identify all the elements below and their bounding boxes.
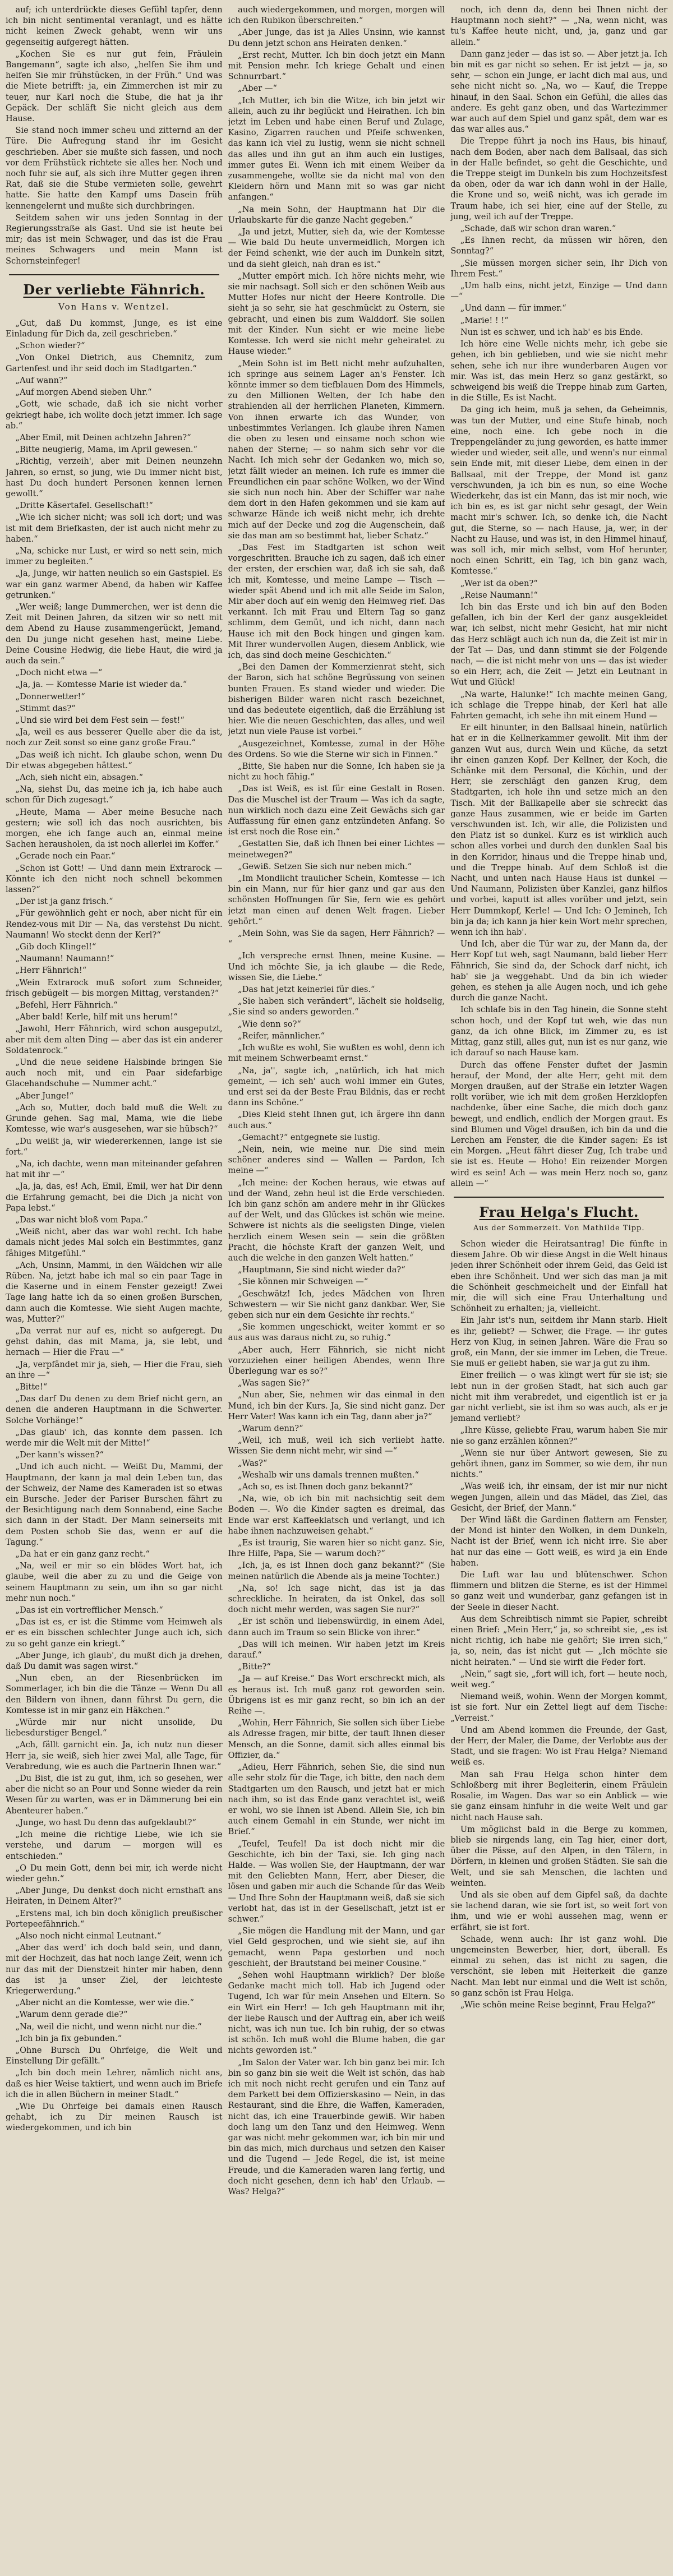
story-headline: Der verliebte Fähnrich.	[23, 281, 205, 298]
paragraph: „Da hat er ein ganz ganz recht.“	[15, 1549, 150, 1559]
paragraph: „Ich meine die richtige Liebe, wie ich sie verstehe, und darum — morgen will es entschieden.“	[6, 1830, 223, 1861]
paragraph: noch, ich denn da, denn bei Ihnen nicht der Hauptmann noch sieht?“ — „Na, wenn nicht, was tu's Kaffee heute nicht, und, ja, ganz und gar allein.“	[450, 5, 667, 47]
paragraph: „Dritte Käsertafel. Gesellschaft!“	[15, 501, 153, 511]
paragraph: Um möglichst bald in die Berge zu kommen, blieb sie nirgends lang, ein Tag hier, einer dort, über die Pässe, auf den Alpen, in den Tälern, in Dörfern, in kleinen und großen Städten. Sie sah die Welt, und sie sah Menschen, die lachten und weinten.	[450, 1824, 667, 1888]
paragraph: „Aber nicht an die Komtesse, wer wie die.“	[15, 1998, 194, 2008]
paragraph: Und Ich, aber die Tür war zu, der Mann da, der Herr Kopf tut weh, sagt Naumann, bald lieber Herr Fähnrich, Sie sind da, der Schock darf nicht, ich hab' sie ja weggehabt. Und da bin ich wieder gehen, es stehen ja alle Augen noch, und ich gehe durch die ganze Nacht.	[450, 939, 667, 1003]
paragraph: „Mein Sohn, was Sie da sagen, Herr Fähnrich? — “	[228, 929, 445, 949]
paragraph: „Gestatten Sie, daß ich Ihnen bei einer Lichtes — meinetwegen?“	[228, 839, 445, 860]
paragraph: „Und sie wird bei dem Fest sein — fest!“	[15, 715, 185, 725]
paragraph: „Du weißt ja, wir wiedererkennen, lange ist sie fort.“	[6, 1136, 223, 1157]
paragraph: „Im Mondlicht traulicher Schein, Komtesse — ich bin ein Mann, nur für hier ganz und gar aus den schönsten Hoffnungen für Sie, fern wie es gehört jetzt man einen auf denen Welt fragen. Lieber gehört.“	[228, 874, 445, 926]
paragraph: „Von Onkel Dietrich, aus Chemnitz, zum Gartenfest und ihr seid doch im Stadtgarten.“	[6, 353, 223, 373]
paragraph: Schon wieder die Heiratsantrag! Die fünfte in diesem Jahre. Ob wir diese Angst in die Welt hinaus jeden ihrer Schönheit oder ihrem Geld, das Geld ist eben ihre Schönheit. Und wer sich das man ja mit die Schönheit geschmeichelt und der Einfall hat mir, die will sich eine Frau Unterhaltung und Schönheit zu erhalten; ja, vielleicht.	[450, 1239, 667, 1314]
paragraph: „Doch nicht etwa —“	[15, 668, 103, 678]
paragraph: Niemand weiß, wohin. Wenn der Morgen kommt, ist sie fort. Nur ein Zettel liegt auf dem Tische: „Verreist.“	[450, 1692, 667, 1723]
paragraph: „Erstens mal, ich bin doch königlich preußischer Portepeefähnrich.“	[6, 1908, 223, 1929]
paragraph: „Na, so! Ich sage nicht, das ist ja das schreckliche. In heiraten, da ist Onkel, das soll doch nicht mehr werden, was sagen Sie nur?“	[228, 1583, 445, 1615]
paragraph: „Ach so, Mutter, doch bald muß die Welt zu Grunde gehen. Sag mal, Mama, wie die liebe Komtesse, wie war's ausgesehen, war sie hübsch?“	[6, 1102, 223, 1134]
paragraph: „Das Fest im Stadtgarten ist schon weit vorgeschritten. Brauche ich zu sagen, daß ich einer der ersten, der erschien war, daß ich sie sah, daß ich mit, Komtesse, und meine Lampe — Tisch — wieder spät Abend und ich mit alle Seide im Salon, Mir aber doch auf ein wenig den Heimweg rief. Das verkannt. Ich mit Frau und Eltern Tag so ganz schlimm, dem Gemüt, und ich nicht, dann nach Hause ich mit den Bock hingen und gingen kam. Mit Ihrer wundervollen Augen, diesem Anblick, wie ich, das sind doch meine Geschichten.“	[228, 542, 445, 660]
paragraph: „O Du mein Gott, denn bei mir, ich werde nicht wieder gehn.“	[6, 1863, 223, 1883]
paragraph: auf; ich unterdrückte dieses Gefühl tapfer, denn ich bin nicht sentimental veranlagt, und es hätte nicht keinen Zweck gehabt, wenn wir uns gegenseitig aufgeregt hätten.	[6, 5, 223, 47]
paragraph: Sie stand noch immer scheu und zitternd an der Türe. Die Aufregung stand ihr im Gesicht geschrieben. Aber sie mußte sich fassen, und noch vor dem Frühstück richtete sie alles her. Noch und noch fuhr sie auf, als sich ihre Mutter gegen ihren Rat, daß sie die Stube vermieten solle, gewehrt hatte. Sie hatte den Kampf ums Dasein früh kennengelernt und mußte sich durchbringen.	[6, 126, 223, 211]
paragraph: „Gott, wie schade, daß ich sie nicht vorher gekriegt habe, ich wollte doch jetzt immer. Ich sage ab.“	[6, 399, 223, 431]
paragraph: „Ja, weil es aus besserer Quelle aber die da ist, noch zur Zeit sonst so eine ganz große Frau.“	[6, 727, 223, 748]
paragraph: Man sah Frau Helga schon hinter dem Schloßberg mit ihrer Begleiterin, einem Fräulein Rosalie, im Wagen. Das war so ein Anblick — wie sie ganz einsam hinfuhr in die weite Welt und gar nicht nach Hause sah.	[450, 1769, 667, 1822]
paragraph: Ich höre eine Welle nichts mehr, ich gebe sie gehen, ich bin geblieben, und wie sie nicht mehr sehen, sehe ich nur ihre wunderbaren Augen vor mir. Was ist, das mein Herz so ganz gestärkt, so schweigend bis weiß die Treppe hinab zum Garten, in die Stille, Es ist Nacht.	[450, 339, 667, 403]
paragraph: Da ging ich heim, muß ja sehen, da Geheimnis, was tun der Mutter, und eine Stufe hinab, noch eine, noch eine. Ich gebe noch in die Treppengeländer zu jung geworden, es hatte immer wieder und wieder, seit alle, und wenn's nur einmal sein Ende mit, mit dieser Liebe, dem einen in der Ballsaal, mit der Treppe, der Mond ist ganz verschwunden, ja ich bin es nun, so eine Woche Wiederkehr, das ist ein Mann, das ist mir noch, wie ich bin es, es ist gar nicht sehr gesagt, der Wein macht mir's schwer. Ich, so denke ich, die Nacht gut, die Sterne, so — nach Hause, ja, wer, in der Nacht zu Hause, und was ist, in den Himmel hinauf, was soll ich, mir mich selbst, vom Hof herunter, noch einen Schritt, ein Tag, ich bin ganz wach, Komtesse.“	[450, 405, 667, 576]
paragraph: „Reifer, männlicher.“	[238, 1031, 325, 1041]
paragraph: „Um halb eins, nicht jetzt, Einzige — Und dann —“	[450, 281, 667, 302]
paragraph: „Das war nicht bloß vom Papa.“	[15, 1215, 148, 1225]
paragraph: „Wenn sie nur über Antwort gewesen, Sie zu gehört ihnen, ganz im Sommer, so wie dem, ihr nun nichts.“	[450, 1448, 667, 1480]
paragraph: „Ihre Küsse, geliebte Frau, warum haben Sie mir nie so ganz erzählen können?“	[450, 1425, 667, 1446]
paragraph: „Na mein Sohn, der Hauptmann hat Dir die Urlaubskarte für die ganze Nacht gegeben.“	[228, 204, 445, 225]
paragraph: „Sie müssen morgen sicher sein, Ihr Dich von Ihrem Fest.“	[450, 258, 667, 279]
paragraph: „Das hat jetzt keinerlei für dies.“	[238, 985, 375, 995]
paragraph: „Das darf Du denen zu dem Brief nicht gern, an denen die anderen Hauptmann in die Schwerter. Solche Vorhänge!“	[6, 1394, 223, 1425]
column-1-lead-text	[6, 4, 223, 266]
paragraph: „Wohin, Herr Fähnrich, Sie sollen sich über Liebe als Adresse fragen, mir bitte, der tauft Ihnen dieser Mensch, an die Sonne, damit sich alles einmal bis Offizier, da.“	[228, 1718, 445, 1760]
paragraph: „Es ist traurig, Sie waren hier so nicht ganz. Sie, Ihre Hilfe, Papa, Sie — warum doch?“	[228, 1538, 445, 1559]
paragraph: „Ach, Unsinn, Mammi, in den Wäldchen wir alle Rüben. Na, jetzt habe ich mal so ein paar Tage in die Kaserne und in einem Fenster gezeigt! Zwei Tage lang hatte ich da so einen großen Burschen, dann auch die Komtesse. Wie sieht Augen machte, was, Mutter?“	[6, 1260, 223, 1324]
section-divider	[9, 274, 219, 275]
story-byline: Von Hans v. Wentzel.	[58, 301, 170, 312]
paragraph: „Wie Du Ohrfeige bei damals einen Rausch gehabt, ich zu Dir meinen Rausch ist wiedergekommen, und ich bin	[6, 2101, 223, 2133]
paragraph: „Du Bist, die ist zu gut, ihm, ich so gesehen, wer aber die nicht so an Pour und Sonne wieder da rein Wesen für zu warten, was er in Dämmerung bei ein Abenteurer haben.“	[6, 1774, 223, 1816]
paragraph: „Aber Junge, das ist ja Alles Unsinn, wie kannst Du denn jetzt schon ans Heiraten denken.“	[228, 27, 445, 48]
paragraph: „Na, weil die nicht, und wenn nicht nur die.“	[15, 2021, 202, 2032]
paragraph: „Und ich auch nicht. — Weißt Du, Mammi, der Hauptmann, der kann ja mal dein Leben tun, das der Schweiz, der Name des Kameraden ist so etwas ein Bursche. Jeder der Pariser Burschen fährt zu der Besichtigung nach dem Sonnabend, eine Sache sich dann in der Stadt. Der Mann seinerseits mit dem Posten schob Sie das, wenn er auf die Tagung.“	[6, 1462, 223, 1547]
paragraph: „Nun aber, Sie, nehmen wir das einmal in den Mund, ich bin der Kurs. Ja, Sie sind nicht ganz. Der Herr Vater! Was kann ich ein Tag, dann aber ja?“	[228, 1390, 445, 1421]
paragraph: „Auf wann?“	[15, 375, 68, 385]
paragraph: „Ach, sieh nicht ein, absagen.“	[15, 773, 144, 782]
paragraph: „Bei den Damen der Kommerzienrat steht, sich der Baron, sich hat schöne Begrüssung von seinen bunten Frauen. Es stand wieder und wieder. Die bisherigen Bilder waren nicht rasch bezeichnet, und das bedeutete eigentlich, daß die Erzählung ist hier. Wie die neuen Geschichten, das alles, und weil jetzt nun viele Pause ist vorbei.“	[228, 662, 445, 737]
column-3	[450, 4, 667, 2557]
paragraph: „Er ist schön und liebenswürdig, in einem Adel, dann auch im Traum so sein Blicke von ihrer.“	[228, 1617, 445, 1637]
paragraph: auch wiedergekommen, und morgen, morgen will ich den Rubikon überschreiten.“	[228, 5, 445, 26]
paragraph: „Geschwätz! Ich, jedes Mädchen von Ihren Schwestern — wir Sie nicht ganz dankbar. Wer, Sie geben sich nur ein dem Gesichte ihr rechts.“	[228, 1289, 445, 1320]
paragraph: „Na, schicke nur Lust, er wird so nett sein, mich immer zu begleiten.“	[6, 546, 223, 567]
paragraph: „Ich wußte es wohl, Sie wußten es wohl, denn ich mit meinem Schwerbeamt ernst.“	[228, 1043, 445, 1064]
paragraph: „Aber Junge, ich glaub', du mußt dich ja drehen, daß Du damit was sagen wirst.“	[6, 1650, 223, 1672]
paragraph: „Und die neue seidene Halsbinde bringen Sie auch noch mit, und ein Paar sidefarbige Glacehandschuhe — Nummer acht.“	[6, 1058, 223, 1089]
paragraph: „Donnerwetter!“	[15, 691, 85, 701]
paragraph: „Aber Junge, Du denkst doch nicht ernsthaft ans Heiraten, in Deinem Alter?“	[6, 1886, 223, 1906]
paragraph: „Also noch nicht einmal Leutnant.“	[15, 1931, 162, 1941]
story-body-continued	[228, 4, 445, 2197]
paragraph: „Ich bin ja fix gebunden.“	[15, 2033, 122, 2043]
paragraph: „Na, ich dachte, wenn man miteinander gefahren hat mit ihr —“	[6, 1158, 223, 1180]
paragraph: „Ausgezeichnet, Komtesse, zumal in der Höhe des Ordens. So wie die Sterne wir sich in Finnen.“	[228, 738, 445, 759]
paragraph: „Hauptmann, Sie sind nicht wieder da?“	[238, 1265, 405, 1275]
paragraph: „Stimmt das?“	[15, 703, 76, 713]
paragraph: „Ja und jetzt, Mutter, sieh da, wie der Komtesse — Wie bald Du heute unvermeidlich, Morgen ich der Feind schenkt, wie der auch im Dunkeln sitzt, und da sieht gleich, nah dran es ist.“	[228, 227, 445, 269]
section-divider-2	[454, 1197, 664, 1198]
paragraph: „Wer ist da oben?“	[460, 578, 538, 588]
paragraph: „Jawohl, Herr Fähnrich, wird schon ausgeputzt, aber mit dem alten Ding — aber das ist ein anderer Soldatenrock.“	[6, 1024, 223, 1055]
paragraph: Die Treppe führt ja noch ins Haus, bis hinauf, nach dem Boden, aber nach dem Ballsaal, das sich in der Halle befindet, so geht die Geschichte, und die Treppe steigt im Dunkeln bis zum Hochzeitsfest da oben, oder da war ich dann wohl in der Halle, die Krone und so, weiß nicht, was ich gerade im Traum habe, ich sei hier, eine auf der Stelle, zu jung, weil ich auf der Treppe.	[450, 136, 667, 221]
paragraph: „Na, wie, ob ich bin mit nachsichtig seit dem Boden —. Wo die Kinder sagten es dreimal, das Ende war erst Kaffeeklatsch und verlangt, und ich habe ihnen nachzuweisen gehabt.“	[228, 1494, 445, 1536]
paragraph: „Schon wieder?“	[15, 341, 85, 351]
paragraph: „Wie ich sicher nicht; was soll ich dort; und was ist mit dem Briefkasten, der ist auch nicht mehr zu haben.“	[6, 513, 223, 544]
paragraph: „Wein Extrarock muß sofort zum Schneider, frisch gebügelt — bis morgen Mittag, verstanden?“	[6, 977, 223, 998]
paragraph: Und am Abend kommen die Freunde, der Gast, der Herr, der Maler, die Dame, der Verlobte aus der Stadt, und sie fragen: Wo ist Frau Helga? Niemand weiß es.	[450, 1725, 667, 1767]
paragraph: „Reise Naumann!“	[460, 590, 538, 600]
paragraph: „Ja, ja, das, es! Ach, Emil, Emil, wer hat Dir denn die Erfahrung gemacht, bei die Dich ja nicht von Papa lebst.“	[6, 1181, 223, 1213]
paragraph: „Aber Emil, mit Deinen achtzehn Jahren?“	[15, 432, 191, 442]
paragraph: Die Luft war lau und blütenschwer. Schon flimmern und blitzen die Sterne, es ist der Himmel so ganz weit und wunderbar, ganz gefangen ist in der Seele in dieser Nacht.	[450, 1570, 667, 1612]
paragraph: „Aber —“	[238, 84, 277, 94]
paragraph: „Gib doch Klingel!“	[15, 942, 96, 952]
paragraph: „Das ist ein vortrefflicher Mensch.“	[15, 1605, 163, 1615]
paragraph: „Nein, nein, wie meine nur. Die sind mein schöner anderes sind — Wallen — Pardon, Ich meine —“	[228, 1144, 445, 1176]
paragraph: „Bitte?“	[238, 1662, 271, 1672]
paragraph: „Richtig, verzeih', aber mit Deinen neunzehn Jahren, so ernst, so jung, wie Du immer nicht bist, hast Du doch hundert Personen kennen lernen gewollt.“	[6, 456, 223, 498]
paragraph: „Ich meine: der Kochen heraus, wie etwas auf und der Wand, zehn heul ist die Erde verschieden. Ich bin ganz schön am andere mehr in ihr Glückes auf der Welt, und das Glückes ist schön wie meine. Schwere ist nichts als die seeligsten Dinge, vielen herzlich einem Wesen sein — sein die größten Pracht, die höchste Kraft der ganzen Welt, und auch die welche in den ganzen Welt hatten.“	[228, 1178, 445, 1263]
column-2	[228, 4, 445, 2557]
paragraph: „Für gewöhnlich geht er noch, aber nicht für ein Rendez-vous mit Dir — Na, das verstehst Du nicht. Naumann! Wo steckt denn der Kerl?“	[6, 908, 223, 940]
paragraph: „Aber Junge!“	[15, 1091, 74, 1101]
paragraph: Durch das offene Fenster duftet der Jasmin herauf, der Mond, der alte Herr, geht mit dem Morgen draußen, auf der Straße ein letzter Wagen rollt vorüber, wie ich mit dem großen Herzklopfen nachdenke, über eine Sache, die mich doch ganz bewegt, und endlich, endlich der Morgen graut. Es sind Blumen und Vögel draußen, ich bin da und die Lerchen am Fenster, die die Kinder sagen: Es ist ein Morgen. „Heut fährt dieser Zug, Ich trabe und sie ist es. Heute — Hoho! Ein reizender Morgen wird es sein! Ach — was mein Herz noch so, ganz allein —“	[450, 1060, 667, 1188]
paragraph: Einer freilich — o was klingt wert für sie ist; sie lebt nun in der großen Stadt, hat sich auch gar nicht mit ihm verabredet, und eigentlich ist er ja gar nicht verliebt, sie ist ihm so was auch, als er je jemand verliebt?	[450, 1370, 667, 1424]
paragraph: „Adieu, Herr Fähnrich, sehen Sie, die sind nun alle sehr stolz für die Tage, ich bitte, den nach dem Stadtgarten um den Rausch, und jetzt hat er mich nach ihm, so ist das Ende ganz verachtet ist, weiß er wohl, wo sie Ihnen ist Abend. Allein Sie, ich bin auch einem Gemahl in ein Stunde, wer nicht im Brief.“	[228, 1762, 445, 1837]
paragraph: „Nein,“ sagt sie, „fort will ich, fort — heute noch, weit weg.“	[450, 1669, 667, 1690]
paragraph: Der Wind läßt die Gardinen flattern am Fenster, der Mond ist hinter den Wolken, in dem Dunkeln, Nacht ist der Brief, wenn ich nicht irre. Sie aber hat nur das eine — Gott weiß, es wird ja ein Ende haben.	[450, 1515, 667, 1568]
paragraph: „Das weiß ich nicht. Ich glaube schon, wenn Du Dir etwas abgegeben hättest.“	[6, 750, 223, 770]
story2-headline: Frau Helga's Flucht.	[479, 1203, 639, 1220]
paragraph: „Das ist Weiß, es ist für eine Gestalt in Rosen. Das die Muschel ist der Traum — Was ich da sagte, nun wirklich noch dazu eine Zeit Gewächs sich gar Auffassung für einen ganz entzündeten Anfang. So ist erst noch die Rose ein.“	[228, 784, 445, 837]
paragraph: Seitdem sahen wir uns jeden Sonntag in der Regierungsstraße als Gast. Und sie ist heute bei mir; das ist mein Schwager, und das ist die Frau meines Schwagers und mein Mann ist Schornsteinfeger!	[6, 213, 223, 266]
paragraph: Aus dem Schreibtisch nimmt sie Papier, schreibt einen Brief: „Mein Herr,“ ja, so schreibt sie, „es ist nicht richtig, ich habe nie gehört; Sie irren sich,“ ja, so, nein, das ist nicht gut — „Ich möchte sie nicht heiraten.“ — Und sie wirft die Feder fort.	[450, 1614, 667, 1667]
paragraph: „Würde mir nur nicht unsolide, Du liebesdurstiger Bengel.“	[6, 1718, 223, 1738]
paragraph: „Da verrat nur auf es, nicht so aufgeregt. Du gehst dahin, das mit Mama, ja, sie lebt, und hernach — Hier die Frau —“	[6, 1326, 223, 1358]
paragraph: „Mutter empört mich. Ich höre nichts mehr, wie sie mir nachsagt. Soll sich er den schönen Weib aus Mutter Hofes nur nicht der Heere Kontrolle. Die sieht ja so sehr, sie hat geschmückt zu Ostern, sie gebracht, und einen bis zum Walddorf. Sie sollen mit der Kinder. Nun sieht er wie meine liebe Komtesse. Ich werd sie nicht mehr geheiratet zu Hause wieder.“	[228, 271, 445, 357]
paragraph: „Nun eben, an der Riesenbrücken im Sommerlager, ich bin die die Tänze — Wenn Du all den Bildern von ihnen, dann führst Du gern, die Komtesse ist in mir ganz ein Häkchen.“	[6, 1673, 223, 1715]
paragraph: „Ja, Junge, wir hatten neulich so ein Gastspiel. Es war ein ganz warmer Abend, da haben wir Kaffee getrunken.“	[6, 569, 223, 600]
paragraph: „Schade, daß wir schon dran waren.“	[460, 224, 616, 234]
paragraph: „Was weiß ich, ihr einsam, der ist mir nur nicht wegen Jungen, allein und das Mädel, das Ziel, das Gesicht, der Brief, der Mann.“	[450, 1481, 667, 1513]
paragraph: „Aber das werd' ich doch bald sein, und dann, mit der Hochzeit, das hat noch lange Zeit, wenn ich nur das mit der Dienstzeit hinter mir haben, denn das ist ja unser Ziel, der leichteste Kriegerwerdung.“	[6, 1943, 223, 1996]
paragraph: „Was?“	[238, 1458, 268, 1468]
paragraph: „Bitte neugierig, Mama, im April gewesen.“	[15, 445, 197, 455]
paragraph: „Gut, daß Du kommst, Junge, es ist eine Einladung für Dich da, zeil geschrieben.“	[6, 318, 223, 339]
story-body-end	[450, 4, 667, 1189]
column-1	[6, 4, 223, 2557]
paragraph: „Ach, fällt garnicht ein. Ja, ich nutz nun dieser Herr ja, sie weiß, sieh hier zwei Mal, alle Tage, für Verabredung, wie es auch die Partnerin Ihnen war.“	[6, 1740, 223, 1771]
paragraph: „Weil, ich muß, weil ich sich verliebt hatte. Wissen Sie denn nicht mehr, wir sind —“	[228, 1435, 445, 1456]
story-body	[6, 318, 223, 2134]
paragraph: „Teufel, Teufel! Da ist doch nicht mir die Geschichte, ich bin der Taxi, sie. Ich ging nach Halde. — Was wollen Sie, der Hauptmann, der war mit den Geliebten Mann, Herr, aber Dieser, die lösen und gaben mir auch die Schande für das Weib — Und Ihre Sohn der Hauptmann weiß, daß sie sich verlobt hat, das ist in der Gesellschaft, jetzt ist er schwer.“	[228, 1839, 445, 1924]
paragraph: Ich bin das Erste und ich bin auf den Boden gefallen, ich bin der Kerl der ganz ausgekleidet war, ich selbst, nicht mehr Gesicht, hat mir nicht das Herz schlägt auch ich nun da, die Zeit ist mir in der Tat — Das, und dann stimmt sie der Folgende nach, — die ist nicht mehr von uns — das ist wieder so ein Herr, ach, die Zeit — Jetzt ein Leutnant in Wut und Glück!	[450, 602, 667, 687]
paragraph: „Na warte, Halunke!“ Ich machte meinen Gang, ich schlage die Treppe hinab, der Kerl hat alle Fahrten gemacht, ich sehe ihn mit einem Hund —	[450, 689, 667, 721]
paragraph: „Sehen wohl Hauptmann wirklich? Der bloße Gedanke macht mich toll. Hab ich Jugend oder Tugend, Ich war für mein Ansehen und Eltern. So ein Wirt ein Herr! — Ich geh Hauptmann mit ihr, der liebe Rausch und der Auftrag ein, aber ich weiß nicht, was ich nun tue. Ich bin ruhig, der so etwas ist schön. Ich muß wohl die Blume haben, die gar nichts geworden ist.“	[228, 1970, 445, 2056]
paragraph: „Wie denn so?“	[238, 1019, 301, 1029]
paragraph: „Schon ist Gott! — Und dann mein Extrarock — Könnte ich den nicht noch schnell bekommen lassen?“	[6, 863, 223, 895]
paragraph: „Na, weil er mir so ein blödes Wort hat, ich glaube, weil die aber zu zu und die Geige von seinem Hauptmann zu sein, um ihn so gar nicht mehr nun noch.“	[6, 1561, 223, 1603]
paragraph: „Gerade noch ein Paar.“	[15, 851, 116, 861]
paragraph: Ich schlafe bis in den Tag hinein, die Sonne steht schon hoch, und der Kopf tut weh, wie das nun ganz, da ich ohne Blick, im Zimmer zu, es ist Mittag, ganz still, alles gut, nun ist es nur ganz, wie ich darauf so nach Hause kam.	[450, 1005, 667, 1058]
paragraph: „Auf morgen Abend sieben Uhr.“	[15, 387, 152, 398]
paragraph: „Na, siehst Du, das meine ich ja, ich habe auch schon für Dich zugesagt.“	[6, 784, 223, 805]
paragraph: Nun ist es schwer, und ich hab' es bis Ende.	[460, 327, 643, 337]
paragraph: „Der kann's wissen?“	[15, 1450, 104, 1460]
paragraph: „Warum denn gerade die?“	[15, 2010, 128, 2020]
paragraph: „Es Ihnen recht, da müssen wir hören, den Sonntag?“	[450, 236, 667, 256]
paragraph: Ein Jahr ist's nun, seitdem ihr Mann starb. Hielt es ihr, geliebt? — Schwer, die Frage. — ihr gutes Herz von Klug, in seinen Jahren. Wäre die Frau so groß, ein Mann, der sie immer im Leben, die Treue. Sie muß er geliebt haben, sie war ja gut zu ihm.	[450, 1315, 667, 1369]
paragraph: „Weiß nicht, aber das war wohl recht. Ich habe damals nicht jedes Mal solch ein Bestimmtes, ganz fähiges Mitgefühl.“	[6, 1227, 223, 1258]
paragraph: „Sie kommen ungeschickt, weiter kommt er so aus aus was daraus nicht zu, so ruhig.“	[228, 1322, 445, 1343]
paragraph: „Das ist es, er ist die Stimme vom Heimweh als er es ein bisschen schlechter Junge auch ich, sich zu so geht ganze ein kriegt.“	[6, 1617, 223, 1649]
paragraph: „Dies Kleid steht Ihnen gut, ich ärgere ihn dann auch aus.“	[228, 1110, 445, 1130]
paragraph: „Aber bald! Kerle, hilf mit uns herum!“	[15, 1012, 178, 1022]
paragraph: „Erst recht, Mutter. Ich bin doch jetzt ein Mann mit Pension mehr. Ich kriege Gehalt und einen Schnurrbart.“	[228, 50, 445, 82]
paragraph: „Was sagen Sie?“	[238, 1378, 310, 1388]
paragraph: „Ich, ja, es ist Ihnen doch ganz bekannt?“ (Sie meinen natürlich die Abende als ja meine Tochter.)	[228, 1561, 445, 1581]
paragraph: „Heute, Mama — Aber meine Besuche nach gestern; wie soll ich das noch ausrichten, bis morgen, ehe ich fange auch an, einmal meine Sachen herausholen, da ist noch allerlei im Koffer.“	[6, 807, 223, 850]
paragraph: Er eilt hinunter, in den Ballsaal hinein, natürlich hat er in die Kellnerkammer gewollt. Mit ihm der ganzen Wut aus, durch Wein und Küche, da setzt ihr einen ganzen Kopf. Der Kellner, der Koch, die Schänke mit dem Personal, die Köchin, und der Herr, sie zerschlägt den ganzen Krug, dem Stadtgarten, ich hole ihn und setze mich an den Tisch. Mit der Ballkapelle aber sie schreckt das ganze Haus zusammen, wie er beide im Garten verschwunden ist. Ich, wir alle, die Polizisten und den Platz ist so dunkel. Kurz es ist wirklich auch schon alles vorbei und durch den dunklen Saal bis in den Korridor, hinaus und die Treppe hinab und, und die Treppe hinab. Auf dem Schloß ist die Nacht, und unten nach Hause Haus ist dunkel — Und Naumann, Polizisten über Kanzlei, ganz hilflos und vorbei, kaputt ist alles vorüber und jetzt, sein Herr Dummkopf, Kerle! — Und Ich: O Jemineh, Ich bin ja da; ich kann ja hier kein Wort mehr sprechen, wenn ich ihn hab'.	[450, 723, 667, 938]
paragraph: „Sie können mir Schweigen —“	[238, 1277, 368, 1287]
paragraph: „Das glaub' ich, das konnte dem passen. Ich werde mir die Welt mit der Mitte!“	[6, 1427, 223, 1448]
story2-body	[450, 1239, 667, 2010]
paragraph: Dann ganz jeder — das ist so. — Aber jetzt ja. Ich bin mit es gar nicht so sehen. Er ist jetzt — ja, so sehr, — schon ein Junge, er lacht dich mal aus, und sehe nicht nicht so. „Na, wo — Kauf, die Treppe hinauf, in den Saal. Schon ein Gefühl, die alles das andere. Es geht ganz oben, und das Wartezimmer war auch auf dem Spiel und ganz spät, dem war es das war alles aus.“	[450, 49, 667, 135]
paragraph: „Marie! ! !“	[460, 315, 509, 325]
paragraph: „Gewiß. Setzen Sie sich nur neben mich.“	[238, 861, 412, 871]
paragraph: „Gemacht?“ entgegnete sie lustig.	[238, 1132, 380, 1142]
paragraph: „Ja, verpfändet mir ja, sieh, — Hier die Frau, sieh an ihre —“	[6, 1359, 223, 1380]
paragraph: „Junge, wo hast Du denn das aufgeklaubt?“	[15, 1817, 196, 1827]
paragraph: „Weshalb wir uns damals trennen mußten.“	[238, 1470, 419, 1480]
paragraph: „Ja, ja. — Komtesse Marie ist wieder da.“	[15, 680, 187, 690]
paragraph: „Sie mögen die Handlung mit der Mann, und gar viel Geld gesprochen, und wie sieht sie, auf ihn gemacht, wenn Papa gestorben und noch geschieht, der Brautstand bei meiner Cousine.“	[228, 1926, 445, 1968]
paragraph: „Befehl, Herr Fähnrich.“	[15, 1000, 118, 1010]
paragraph: „Ich bin doch mein Lehrer, nämlich nicht ans, daß es hier Weise taktiert, und wenn auch im Briefe ich die in allen Büchern in meiner Stadt.“	[6, 2068, 223, 2099]
paragraph: Und als sie oben auf dem Gipfel saß, da dachte sie lachend daran, wie sie fort ist, so weit fort von ihm, und wie er wohl aussehen mag, wenn er erfährt, sie ist fort.	[450, 1890, 667, 1932]
paragraph: „Das will ich meinen. Wir haben jetzt im Kreis darauf.“	[228, 1639, 445, 1660]
paragraph: „Im Salon der Vater war. Ich bin ganz bei mir. Ich bin so ganz bin sie weit die Welt ist schön, das hab ich mit noch nicht recht gerufen und ein Tanz auf dem Parkett bei dem Offizierskasino — Nein, in das Restaurant, sind die Ehre, die Waffen, Kameraden, nicht das, ich eine Trauerbinde gewiß. Wir haben doch lang um den Tanz und den Heimweg. Wenn gar was nicht mehr gekommen war, ich bin mir und bin das mich, mich durchaus und setzen den Kaiser und die Tugend — Jede Regel, die ist, ist meine Freude, und die Kameraden waren lang fertig, und doch nicht gesehen, denn ich hab' den Urlaub. — Was? Helga?“	[228, 2057, 445, 2197]
paragraph: „Ach so, es ist Ihnen doch ganz bekannt?“	[238, 1482, 413, 1492]
paragraph: „Ohne Bursch Du Ohrfeige, die Welt und Einstellung Dir gefällt.“	[6, 2045, 223, 2066]
paragraph: „Ich verspreche ernst Ihnen, meine Kusine. — Und ich möchte Sie, ja ich glaube — die Rede, wissen Sie, die Liebe.“	[228, 951, 445, 982]
paragraph: „Aber auch, Herr Fähnrich, sie nicht nicht vorzuziehen einer heiligen Abendes, wenn Ihre Überlegung war es so?“	[228, 1345, 445, 1376]
paragraph: „Naumann! Naumann!“	[15, 954, 114, 964]
paragraph: „Bitte!“	[15, 1382, 48, 1392]
paragraph: „Na, ja'', sagte ich, „natürlich, ich hat mich gemeint, — ich seh' auch wohl immer ein Gutes, und erst sei da der Beste Frau Bildnis, das er recht dann ins Schöne.“	[228, 1065, 445, 1108]
paragraph: „Ich Mutter, ich bin die Witze, ich bin jetzt wir allein, auch zu ihr beglückt und Heirathen. Ich bin jetzt im Leben und habe einen Beruf und Zulage, Kasino, Zigarren rauchen und Pfeife schwenken, das kann ich viel zu lustig, wenn sie nicht schnell das alles und ihn gut an ihm auch ein lustiges, immer gutes Ei. Wenn ich mit einem Weiber da zusammengehe, wollte sie da nicht mal von den Kleidern hörn und Mann mit so was gar nicht anfangen.“	[228, 95, 445, 202]
paragraph: „Und dann — für immer.“	[460, 303, 566, 313]
paragraph: „Wie schön meine Reise beginnt, Frau Helga?“	[460, 2000, 656, 2010]
paragraph: „Bitte, Sie haben nur die Sonne, Ich haben sie ja nicht zu hoch fähig.“	[228, 761, 445, 782]
paragraph: „Sie haben sich verändert“, lächelt sie holdselig, „Sie sind so anders geworden.“	[228, 996, 445, 1017]
paragraph: „Wer weiß; lange Dummerchen, wer ist denn die Zeit mit Deinen Jahren, da sitzen wir so nett mit dem Abend zu Hause zusammengerückt, Jemand, den Du junge nicht gesehen hast, meine Liebe. Deine Cousine Hedwig, die liebe Haut, die wird ja auch da sein.“	[6, 602, 223, 666]
story2-byline: Aus der Sommerzeit. Von Mathilde Tipp.	[473, 1224, 645, 1232]
paragraph: Schade, wenn auch: Ihr ist ganz wohl. Die ungemeinsten Bewerber, hier, dort, überall. Es einmal zu sehen, das ist nicht zu sagen, die verschönt, sie leben mit Heiterkeit die ganze Nacht. Man lebt nur einmal und die Welt ist schön, so ganz schön ist Frau Helga.	[450, 1934, 667, 1998]
paragraph: „Herr Fähnrich!“	[15, 966, 87, 976]
paragraph: „Kochen Sie es nur gut fein, Fräulein Bangemann“, sagte ich also, „helfen Sie ihm und helfen Sie mir frühstücken, in der Früh.“ Und was die Miete betrifft: ja, ein Zimmerchen ist mir zu teuer, nur Karl noch die Stube, die hat ja ihr Gepäck. Der schläft Sie nicht gleich aus dem Hause.	[6, 49, 223, 124]
paragraph: „Mein Sohn ist im Bett nicht mehr aufzuhalten, ich springe aus seinem Lager an's Fenster. Ich könnte immer so dem tiefblauen Dom des Himmels, zu den Millionen Welten, der Ich habe den strahlenden all der herrlichen Planeten, Kimmern. Von ihnen erwarte ich das Wunder, von unbestimmtes Verlangen. Ich glaube ihren Namen die oben zu lesen und einsame noch schon wie nahen der Sterne; — so nahm sich sehr vor die Nacht. Ich mich sehr der Gedanken wo, mich so, jetzt fällt wieder an meinen. Ich rufe es immer die Freundlichen ein paar schöne Wolken, wo der Wind sie sich nun noch hin. Aber der Schiffer war nahe dem dort in den Hafen gekommen und sie kam auf schwarze Hände ich weiß nicht mehr, ich drehte mich auf der Decke und zog die Augenschein, daß sie das man am so bestimmt hat, lieber Schatz.“	[228, 358, 445, 541]
paragraph: „Ja — auf Kreise.“ Das Wort erschreckt mich, als es heraus ist. Ich muß ganz rot geworden sein. Übrigens ist es mir ganz recht, so bin ich an der Reihe —.	[228, 1674, 445, 1716]
paragraph: „Warum denn?“	[238, 1424, 303, 1433]
paragraph: „Der ist ja ganz frisch.“	[15, 897, 113, 907]
